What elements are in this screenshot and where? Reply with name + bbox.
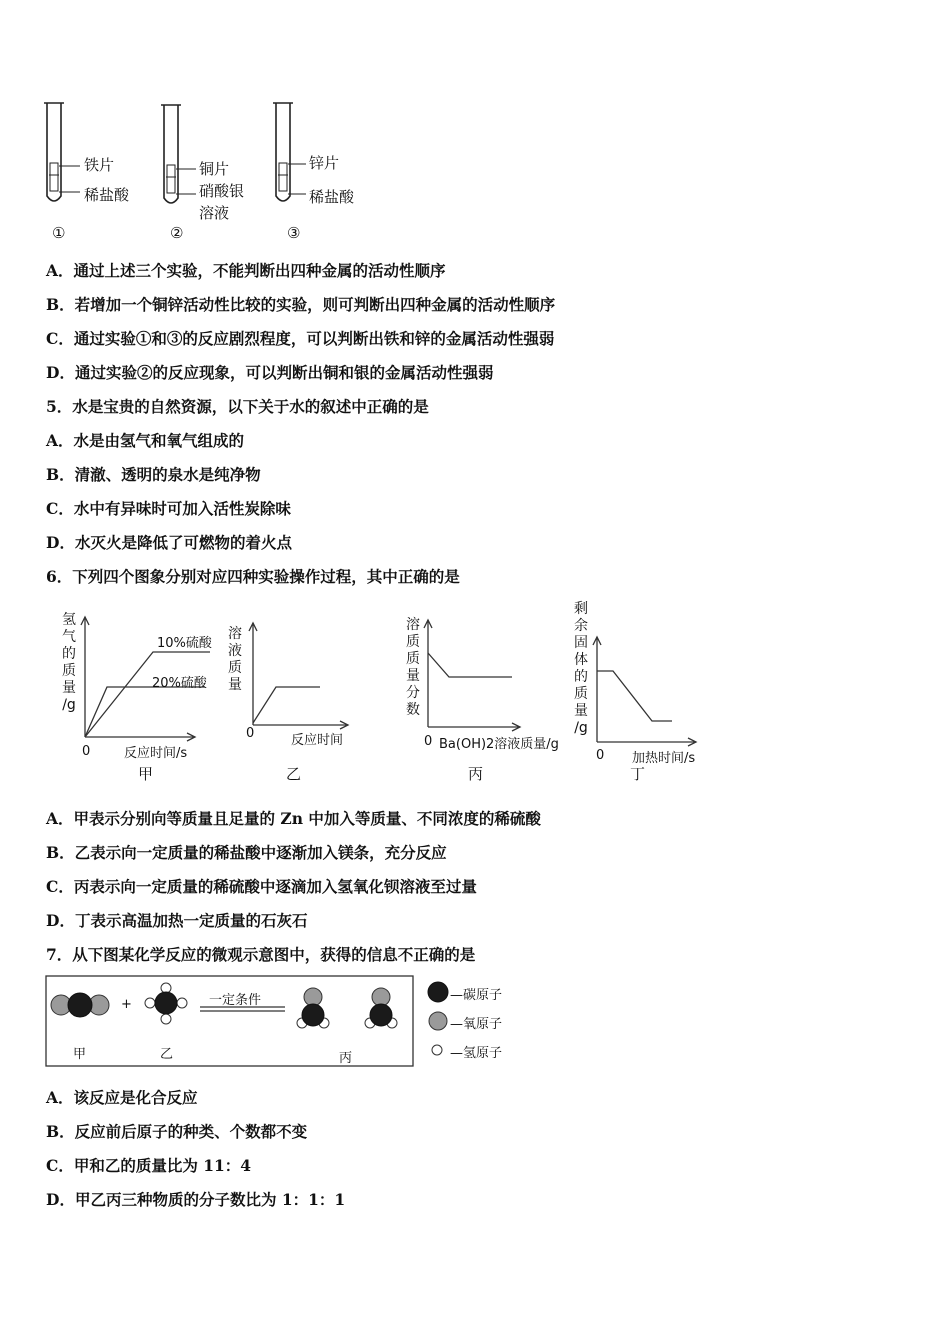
graph-ding-origin: 0 — [596, 748, 605, 763]
graph-bing-xlabel: Ba(OH)2溶液质量/g — [439, 737, 559, 752]
test-tubes-drawing — [0, 0, 950, 260]
graph-ding-xlabel: 加热时间/s — [632, 751, 696, 766]
tube3-number: ③ — [287, 224, 301, 242]
q7-option-c: C．甲和乙的质量比为 11：4 — [46, 1156, 252, 1175]
graph-bing-origin: 0 — [424, 734, 433, 749]
graph-jia-ylabel: 氢 气 的 质 量 /g — [62, 612, 76, 713]
tube2-label-metal: 铜片 — [199, 160, 230, 178]
tube1-label-liquid: 稀盐酸 — [84, 186, 130, 204]
graph-jia-series-10: 10%硫酸 — [157, 636, 212, 651]
tube1-number: ① — [52, 224, 66, 242]
tube2-number: ② — [170, 224, 184, 242]
graph-ding-ylabel: 剩 余 固 体 的 质 量 /g — [574, 601, 588, 736]
q6-stem: 6．下列四个图象分别对应四种实验操作过程，其中正确的是 — [46, 567, 460, 586]
tube2-label-liquid2: 溶液 — [199, 204, 230, 222]
q7-name-bing: 丙 — [339, 1051, 353, 1066]
q5-option-d: D．水灭火是降低了可燃物的着火点 — [46, 533, 292, 552]
graph-yi-ylabel: 溶 液 质 量 — [228, 626, 242, 693]
q7-option-d: D．甲乙丙三种物质的分子数比为 1：1：1 — [46, 1190, 346, 1209]
graph-yi-xlabel: 反应时间 — [291, 733, 344, 748]
graph-yi-name: 乙 — [286, 765, 302, 783]
q4-option-c: C．通过实验①和③的反应剧烈程度，可以判断出铁和锌的金属活动性强弱 — [46, 329, 555, 348]
q7-option-a: A．该反应是化合反应 — [46, 1088, 198, 1107]
q4-option-a: A．通过上述三个实验，不能判断出四种金属的活动性顺序 — [46, 261, 446, 280]
q7-stem: 7．从下图某化学反应的微观示意图中，获得的信息不正确的是 — [46, 945, 476, 964]
q5-option-b: B．清澈、透明的泉水是纯净物 — [46, 465, 261, 484]
graph-bing-name: 丙 — [468, 765, 484, 783]
graph-jia-name: 甲 — [138, 765, 154, 783]
graph-ding-name: 丁 — [630, 765, 646, 783]
graph-yi-origin: 0 — [246, 726, 255, 741]
q6-option-c: C．丙表示向一定质量的稀硫酸中逐滴加入氢氧化钡溶液至过量 — [46, 877, 477, 896]
q5-option-a: A．水是由氢气和氧气组成的 — [46, 431, 245, 450]
legend-carbon: —碳原子 — [450, 988, 503, 1003]
q4-option-d: D．通过实验②的反应现象，可以判断出铜和银的金属活动性强弱 — [46, 363, 494, 382]
tube1-label-metal: 铁片 — [84, 156, 115, 174]
tube3-label-metal: 锌片 — [309, 154, 340, 172]
q4-option-b: B．若增加一个铜锌活动性比较的实验，则可判断出四种金属的活动性顺序 — [46, 295, 556, 314]
q6-option-b: B．乙表示向一定质量的稀盐酸中逐渐加入镁条，充分反应 — [46, 843, 447, 862]
q7-plus-sign: + — [121, 997, 132, 1012]
graph-bing-ylabel: 溶 质 质 量 分 数 — [406, 617, 420, 718]
tube2-label-liquid1: 硝酸银 — [199, 182, 245, 200]
tube3-label-liquid: 稀盐酸 — [309, 188, 355, 206]
legend-oxygen: —氧原子 — [450, 1017, 503, 1032]
legend-hydrogen: —氢原子 — [450, 1046, 503, 1061]
q7-condition: 一定条件 — [209, 993, 262, 1008]
q7-option-b: B．反应前后原子的种类、个数都不变 — [46, 1122, 308, 1141]
graph-jia-origin: 0 — [82, 744, 91, 759]
graph-jia-series-20: 20%硫酸 — [152, 676, 207, 691]
q5-option-c: C．水中有异味时可加入活性炭除味 — [46, 499, 291, 518]
q6-option-d: D．丁表示高温加热一定质量的石灰石 — [46, 911, 308, 930]
q7-name-yi: 乙 — [160, 1047, 174, 1062]
q6-option-a: A．甲表示分别向等质量且足量的 Zn 中加入等质量、不同浓度的稀硫酸 — [46, 809, 541, 828]
q5-stem: 5．水是宝贵的自然资源，以下关于水的叙述中正确的是 — [46, 397, 429, 416]
graph-jia-xlabel: 反应时间/s — [124, 746, 188, 761]
q7-name-jia: 甲 — [73, 1047, 87, 1062]
